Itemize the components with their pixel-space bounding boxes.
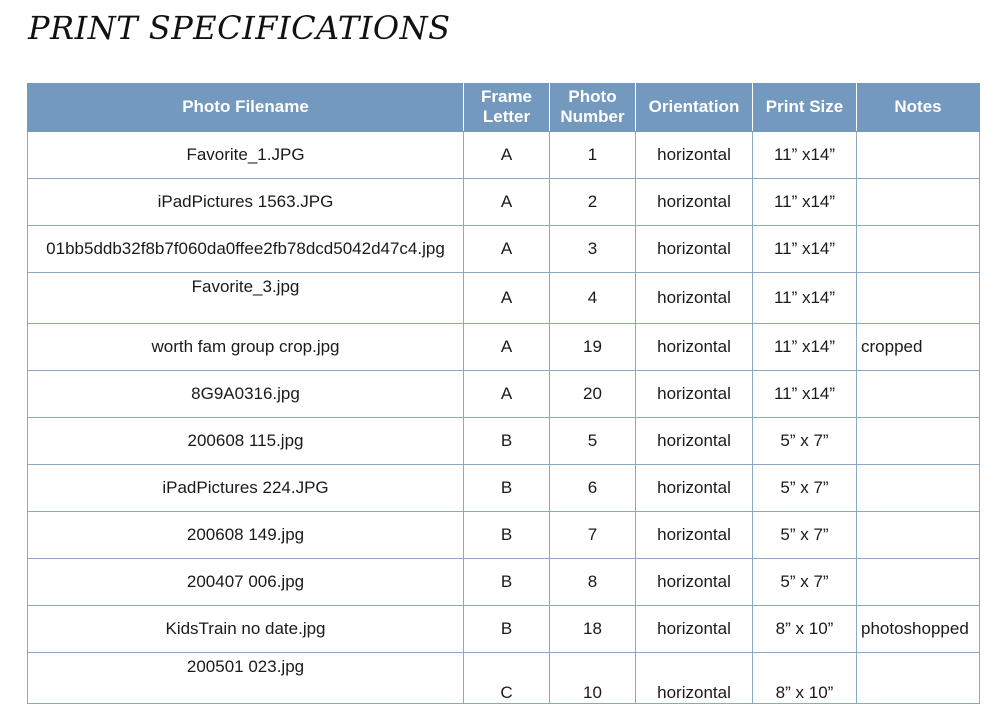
cell-notes: cropped xyxy=(857,324,980,371)
cell-notes xyxy=(857,512,980,559)
table-row xyxy=(28,273,980,324)
cell-frame-letter: A xyxy=(464,324,550,371)
cell-frame-letter: A xyxy=(464,179,550,226)
cell-photo-number: 5 xyxy=(550,418,636,465)
page-title: PRINT SPECIFICATIONS xyxy=(28,9,451,47)
cell-filename: 200501 023.jpg xyxy=(28,653,464,704)
print-spec-table xyxy=(27,83,980,704)
cell-notes xyxy=(857,653,980,704)
cell-orientation: horizontal xyxy=(636,132,753,179)
table-row xyxy=(28,418,980,465)
cell-frame-letter: B xyxy=(464,512,550,559)
header-row xyxy=(28,83,980,132)
cell-filename: 8G9A0316.jpg xyxy=(28,371,464,418)
cell-frame-letter: A xyxy=(464,273,550,324)
header-notes: Notes xyxy=(857,83,980,132)
cell-orientation: horizontal xyxy=(636,512,753,559)
cell-print-size: 11” x14” xyxy=(753,273,857,324)
cell-print-size: 5” x 7” xyxy=(753,465,857,512)
header-orientation: Orientation xyxy=(636,83,753,132)
cell-filename: 200608 149.jpg xyxy=(28,512,464,559)
table-body xyxy=(28,132,980,704)
table-row xyxy=(28,132,980,179)
table-row xyxy=(28,606,980,653)
cell-notes xyxy=(857,371,980,418)
cell-photo-number: 2 xyxy=(550,179,636,226)
header-photo-number-line1: Photo xyxy=(568,87,617,106)
cell-filename: iPadPictures 1563.JPG xyxy=(28,179,464,226)
header-photo-filename: Photo Filename xyxy=(28,83,464,132)
cell-notes xyxy=(857,273,980,324)
cell-filename: KidsTrain no date.jpg xyxy=(28,606,464,653)
cell-frame-letter: B xyxy=(464,465,550,512)
cell-orientation: horizontal xyxy=(636,273,753,324)
cell-filename: 200608 115.jpg xyxy=(28,418,464,465)
cell-print-size: 5” x 7” xyxy=(753,418,857,465)
cell-filename: 200407 006.jpg xyxy=(28,559,464,606)
cell-print-size: 5” x 7” xyxy=(753,559,857,606)
cell-print-size: 8” x 10” xyxy=(753,606,857,653)
cell-photo-number: 20 xyxy=(550,371,636,418)
cell-photo-number: 10 xyxy=(550,653,636,704)
cell-frame-letter: A xyxy=(464,132,550,179)
cell-photo-number: 6 xyxy=(550,465,636,512)
cell-print-size: 11” x14” xyxy=(753,132,857,179)
cell-photo-number: 18 xyxy=(550,606,636,653)
cell-photo-number: 8 xyxy=(550,559,636,606)
cell-orientation: horizontal xyxy=(636,226,753,273)
cell-notes xyxy=(857,418,980,465)
table-row xyxy=(28,179,980,226)
header-frame-letter xyxy=(464,83,550,132)
cell-orientation: horizontal xyxy=(636,418,753,465)
cell-print-size: 11” x14” xyxy=(753,179,857,226)
cell-print-size: 11” x14” xyxy=(753,324,857,371)
cell-photo-number: 1 xyxy=(550,132,636,179)
header-frame-letter-line2: Letter xyxy=(482,107,531,126)
table-row xyxy=(28,371,980,418)
cell-notes xyxy=(857,559,980,606)
cell-notes: photoshopped xyxy=(857,606,980,653)
header-photo-number xyxy=(550,83,636,132)
cell-filename: 01bb5ddb32f8b7f060da0ffee2fb78dcd5042d47c4.jpg xyxy=(28,226,464,273)
header-frame-letter-line1: Frame xyxy=(480,87,533,106)
cell-filename: worth fam group crop.jpg xyxy=(28,324,464,371)
cell-notes xyxy=(857,465,980,512)
cell-frame-letter: B xyxy=(464,418,550,465)
cell-photo-number: 3 xyxy=(550,226,636,273)
cell-notes xyxy=(857,179,980,226)
cell-orientation: horizontal xyxy=(636,324,753,371)
table-row xyxy=(28,226,980,273)
cell-orientation: horizontal xyxy=(636,559,753,606)
cell-orientation: horizontal xyxy=(636,371,753,418)
cell-frame-letter: C xyxy=(464,653,550,704)
cell-photo-number: 19 xyxy=(550,324,636,371)
cell-photo-number: 7 xyxy=(550,512,636,559)
cell-frame-letter: B xyxy=(464,606,550,653)
header-print-size: Print Size xyxy=(753,83,857,132)
table-row xyxy=(28,559,980,606)
cell-print-size: 5” x 7” xyxy=(753,512,857,559)
cell-photo-number: 4 xyxy=(550,273,636,324)
cell-orientation: horizontal xyxy=(636,179,753,226)
cell-orientation: horizontal xyxy=(636,465,753,512)
cell-frame-letter: A xyxy=(464,226,550,273)
cell-filename: Favorite_1.JPG xyxy=(28,132,464,179)
cell-orientation: horizontal xyxy=(636,606,753,653)
cell-frame-letter: A xyxy=(464,371,550,418)
cell-print-size: 11” x14” xyxy=(753,226,857,273)
cell-orientation: horizontal xyxy=(636,653,753,704)
print-spec-table-container xyxy=(27,83,979,702)
table-row xyxy=(28,512,980,559)
table-row xyxy=(28,653,980,704)
cell-frame-letter: B xyxy=(464,559,550,606)
cell-notes xyxy=(857,226,980,273)
table-header xyxy=(28,83,980,132)
cell-filename: iPadPictures 224.JPG xyxy=(28,465,464,512)
cell-filename: Favorite_3.jpg xyxy=(28,273,464,324)
table-row xyxy=(28,465,980,512)
cell-notes xyxy=(857,132,980,179)
cell-print-size: 11” x14” xyxy=(753,371,857,418)
table-row xyxy=(28,324,980,371)
header-photo-number-line2: Number xyxy=(560,107,625,126)
cell-print-size: 8” x 10” xyxy=(753,653,857,704)
